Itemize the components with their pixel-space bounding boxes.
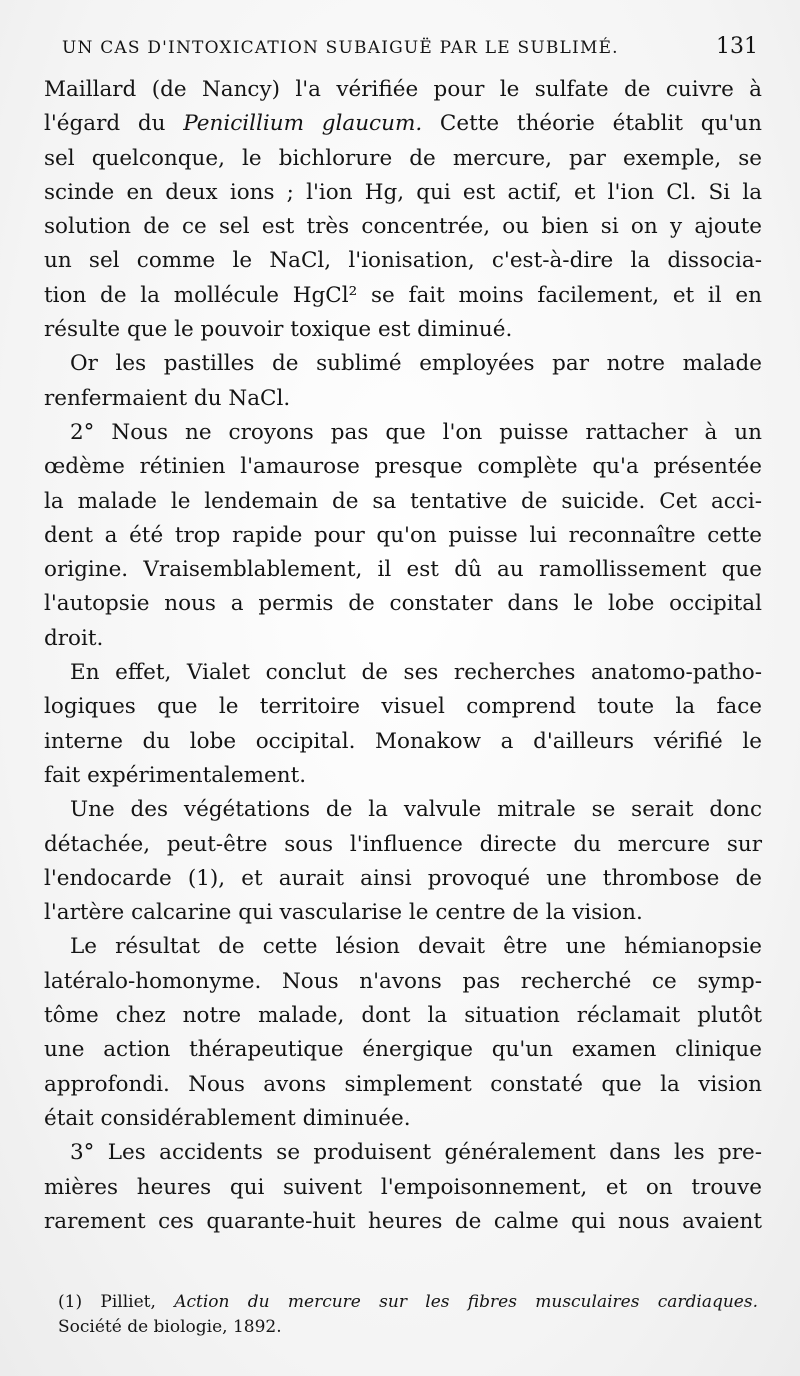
footnote-line <box>58 1290 758 1315</box>
paragraph-2 <box>44 347 762 416</box>
text-line: la malade le lendemain de sa tentative de suicide. Cet acci- <box>44 488 762 514</box>
paragraph-4 <box>44 656 762 793</box>
paragraph-7 <box>44 1136 762 1239</box>
text-line: interne du lobe occipital. Monakow a d'ailleurs vérifié le <box>44 728 762 754</box>
text-line: dent a été trop rapide pour qu'on puisse lui reconnaître cette <box>44 522 762 548</box>
chemical-formula: NaCl. <box>228 385 291 411</box>
text-line: En effet, Vialet conclut de ses recherches anatomo-patho- <box>70 660 762 686</box>
chemical-formula: HgCl² <box>292 282 358 308</box>
text-line: rarement ces quarante-huit heures de calme qui nous avaient <box>44 1208 762 1234</box>
text-line: 3° Les accidents se produisent généralement dans les pre- <box>70 1140 762 1166</box>
text-line: origine. Vraisemblablement, il est dû au ramollissement que <box>44 557 762 583</box>
text-line: Le résultat de cette lésion devait être une hémianopsie <box>70 934 762 960</box>
text-line: un sel comme le NaCl, l'ionisation, c'est-à-dire la dissocia- <box>44 248 763 274</box>
text-line: approfondi. Nous avons simplement constaté que la vision <box>44 1071 762 1097</box>
chemical-formula: Cl. <box>666 179 697 205</box>
text-line: une action thérapeutique énergique qu'un examen clinique <box>44 1037 762 1063</box>
text-line: était considérablement diminuée. <box>44 1105 411 1131</box>
footnote-source: Société de biologie, 1892. <box>58 1317 282 1337</box>
text-line: l'autopsie nous a permis de constater dans le lobe occipital <box>44 591 762 617</box>
text-line: logiques que le territoire visuel comprend toute la face <box>44 694 762 720</box>
text-line: tion de la mollécule HgCl² se fait moins facilement, et il en <box>44 282 762 308</box>
text-line: scinde en deux ions ; l'ion Hg, qui est actif, et l'ion Cl. Si la <box>44 179 763 205</box>
text-line: latéralo-homonyme. Nous n'avons pas recherché ce symp- <box>44 968 762 994</box>
body-text <box>44 73 762 1239</box>
chemical-formula: Hg, <box>364 179 405 205</box>
text-line: œdème rétinien l'amaurose presque complète qu'a présentée <box>44 454 762 480</box>
text-line: l'artère calcarine qui vascularise le centre de la vision. <box>44 900 643 926</box>
text-line: tôme chez notre malade, dont la situation réclamait plutôt <box>44 1003 762 1029</box>
footnote-marker: (1) Pilliet, <box>58 1292 175 1312</box>
paragraph-3 <box>44 416 762 656</box>
text-line: détachée, peut-être sous l'influence directe du mercure sur <box>44 831 762 857</box>
text-line: Maillard (de Nancy) l'a vérifiée pour le sulfate de cuivre à <box>44 77 762 102</box>
text-line: résulte que le pouvoir toxique est diminué. <box>44 317 513 343</box>
text-line: 2° Nous ne croyons pas que l'on puisse rattacher à un <box>70 419 762 445</box>
running-title: UN CAS D'INTOXICATION SUBAIGUË PAR LE SUBLIMÉ. <box>62 38 619 58</box>
text-line: solution de ce sel est très concentrée, ou bien si on y ajoute <box>44 214 762 240</box>
running-head <box>62 34 758 64</box>
footnote <box>58 1290 758 1340</box>
paragraph-5 <box>44 793 762 930</box>
text-line: sel quelconque, le bichlorure de mercure, par exemple, se <box>44 145 762 171</box>
text-line: droit. <box>44 625 104 651</box>
text-line: l'égard du Penicillium glaucum. Cette théorie établit qu'un <box>44 111 762 137</box>
page-number: 131 <box>716 34 758 59</box>
text-line: renfermaient du NaCl. <box>44 385 291 411</box>
chemical-formula: NaCl, <box>269 248 332 274</box>
text-line: l'endocarde (1), et aurait ainsi provoqué une thrombose de <box>44 865 762 891</box>
text-line: mières heures qui suivent l'empoisonnement, et on trouve <box>44 1174 762 1200</box>
footnote-title: Action du mercure sur les fibres musculaires cardiaques. <box>174 1292 758 1312</box>
species-name: Penicillium glaucum. <box>183 111 423 137</box>
text-line: Or les pastilles de sublimé employées par notre malade <box>70 351 762 377</box>
text-line: fait expérimentalement. <box>44 762 307 788</box>
paragraph-1 <box>44 73 762 347</box>
paragraph-6 <box>44 930 762 1136</box>
text-line: Une des végétations de la valvule mitrale se serait donc <box>70 797 762 823</box>
